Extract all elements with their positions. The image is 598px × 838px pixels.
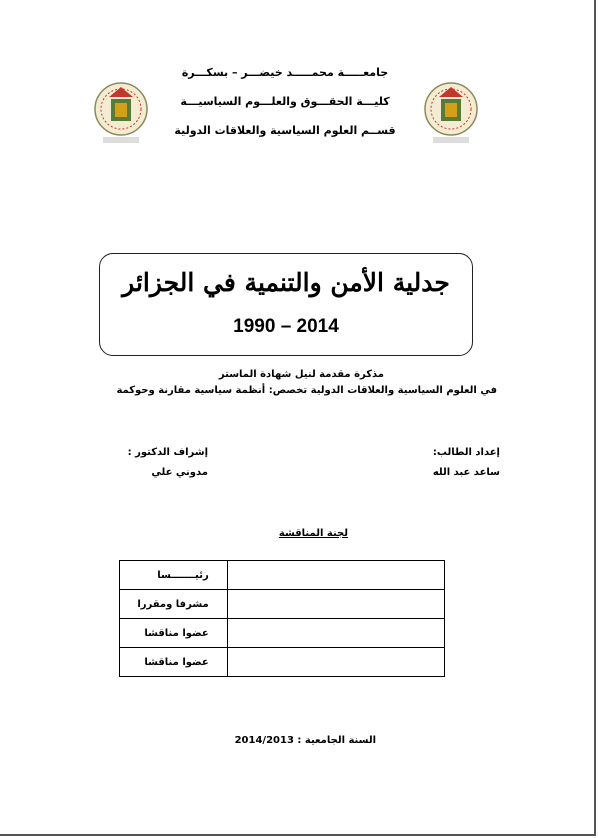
committee-role: مشرفا ومقررا [120, 590, 228, 619]
supervisor-name: مدوني علي [151, 467, 208, 478]
university-name: جامعـــــة محمـــــد خيضـــر – بسكـــرة [181, 66, 389, 79]
committee-member-name [227, 561, 444, 590]
thesis-specialty: في العلوم السياسية والعلاقات الدولية تخصص: أنظمة سياسية مقارنة وحوكمة [116, 385, 497, 396]
thesis-years: 1990 – 2014 [233, 316, 339, 337]
student-label: إعداد الطالب: [432, 447, 500, 458]
table-row [120, 590, 445, 619]
university-logo-left-icon [93, 73, 149, 151]
faculty-name: كليـــة الحقـــوق والعلـــوم السياسيـــة [180, 95, 390, 108]
committee-role: عضوا مناقشا [120, 619, 228, 648]
table-row [120, 561, 445, 590]
university-logo-right-icon [423, 73, 479, 151]
supervisor-label: إشراف الدكتور : [127, 447, 208, 458]
thesis-title: جدلية الأمن والتنمية في الجزائر [122, 268, 450, 297]
committee-member-name [227, 590, 444, 619]
table-row [120, 648, 445, 677]
committee-table [119, 560, 445, 677]
title-box [99, 253, 473, 356]
academic-year: السنة الجامعية : 2014/2013 [234, 735, 376, 746]
table-row [120, 619, 445, 648]
committee-member-name [227, 648, 444, 677]
student-name: ساعد عبد الله [432, 467, 500, 478]
department-name: قســم العلوم السياسية والعلاقات الدولية [174, 124, 396, 137]
thesis-purpose: مذكرة مقدمة لنيل شهادة الماستر [218, 369, 384, 380]
committee-title: لجنة المناقشة [278, 528, 348, 539]
committee-role: عضوا مناقشا [120, 648, 228, 677]
committee-member-name [227, 619, 444, 648]
committee-role: رئيـــــــسا [120, 561, 228, 590]
